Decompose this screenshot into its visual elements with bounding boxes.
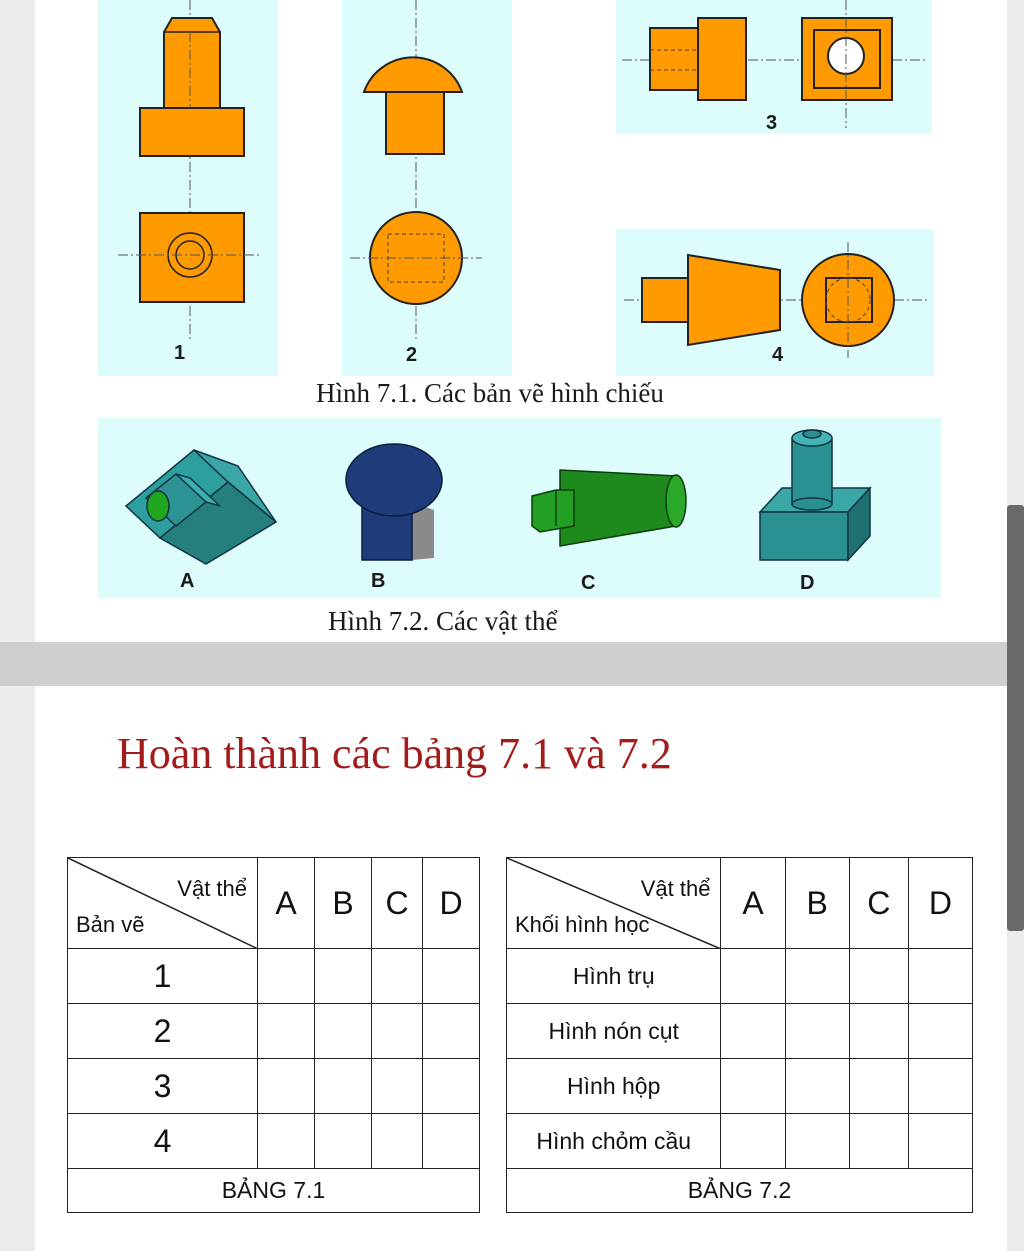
table-cell[interactable] <box>423 1114 480 1169</box>
table-row <box>507 1004 973 1059</box>
table-cell[interactable] <box>721 1114 785 1169</box>
table-cell[interactable] <box>258 949 315 1004</box>
table-7-2-row-label: Hình hộp <box>507 1059 721 1114</box>
table-cell[interactable] <box>908 1004 972 1059</box>
drawing-3-front-small <box>650 28 698 90</box>
table-row <box>507 949 973 1004</box>
table-row <box>68 1004 480 1059</box>
table-row <box>68 1059 480 1114</box>
table-cell[interactable] <box>785 1004 849 1059</box>
drawing-4-front-cone <box>688 255 780 345</box>
table-cell[interactable] <box>849 1059 908 1114</box>
drawing-label-3: 3 <box>766 112 778 134</box>
page-heading: Hoàn thành các bảng 7.1 và 7.2 <box>117 729 672 778</box>
table-7-1-corner-top: Vật thể <box>177 876 247 901</box>
slide-gap <box>0 642 1024 686</box>
table-cell[interactable] <box>258 1004 315 1059</box>
table-cell[interactable] <box>721 949 785 1004</box>
table-row <box>507 1114 973 1169</box>
table-cell[interactable] <box>315 1059 372 1114</box>
table-cell[interactable] <box>785 1114 849 1169</box>
table-7-1-row-label: 3 <box>68 1059 258 1114</box>
projection-drawings <box>0 0 1024 420</box>
table-cell[interactable] <box>908 1059 972 1114</box>
drawing-label-2: 2 <box>406 344 418 366</box>
table-cell[interactable] <box>423 1004 480 1059</box>
table-7-1-row-label: 1 <box>68 949 258 1004</box>
table-cell[interactable] <box>372 1114 423 1169</box>
object-label-c: C <box>581 572 596 594</box>
object-label-a: A <box>180 570 195 592</box>
table-7-1-col-c: C <box>372 858 423 949</box>
table-7-2-row-label: Hình chỏm cầu <box>507 1114 721 1169</box>
table-7-1 <box>67 857 480 1213</box>
table-row <box>68 1114 480 1169</box>
table-cell[interactable] <box>315 1004 372 1059</box>
table-7-1-footer: BẢNG 7.1 <box>68 1169 480 1213</box>
table-row <box>68 949 480 1004</box>
table-7-2-row-label: Hình trụ <box>507 949 721 1004</box>
table-cell[interactable] <box>849 1114 908 1169</box>
table-row <box>507 1059 973 1114</box>
panel-drawing-2 <box>342 0 512 376</box>
drawing-label-4: 4 <box>772 344 784 366</box>
table-7-2-corner-top: Vật thể <box>640 876 711 901</box>
table-7-1-row-label: 2 <box>68 1004 258 1059</box>
table-7-2 <box>506 857 973 1213</box>
table-cell[interactable] <box>908 1114 972 1169</box>
table-7-2-col-a: A <box>721 858 785 949</box>
table-7-2-row-label: Hình nón cụt <box>507 1004 721 1059</box>
table-cell[interactable] <box>315 949 372 1004</box>
table-cell[interactable] <box>721 1059 785 1114</box>
drawing-1-top-view <box>140 213 244 302</box>
drawing-2-front-shank <box>386 92 444 154</box>
drawing-1-front-base <box>140 108 244 156</box>
table-7-2-col-d: D <box>908 858 972 949</box>
table-7-1-corner-bottom: Bản vẽ <box>76 912 145 937</box>
table-cell[interactable] <box>785 949 849 1004</box>
table-7-1-col-a: A <box>258 858 315 949</box>
table-cell[interactable] <box>372 1059 423 1114</box>
table-cell[interactable] <box>258 1059 315 1114</box>
drawing-label-1: 1 <box>174 342 186 364</box>
table-7-2-col-c: C <box>849 858 908 949</box>
figure-7-2-caption: Hình 7.2. Các vật thể <box>328 606 558 636</box>
table-7-2-footer: BẢNG 7.2 <box>507 1169 973 1213</box>
table-cell[interactable] <box>372 1004 423 1059</box>
table-cell[interactable] <box>908 949 972 1004</box>
object-label-d: D <box>800 572 815 594</box>
table-cell[interactable] <box>849 1004 908 1059</box>
table-cell[interactable] <box>785 1059 849 1114</box>
drawing-3-front-large <box>698 18 746 100</box>
table-cell[interactable] <box>849 949 908 1004</box>
table-7-1-corner <box>68 858 258 949</box>
table-cell[interactable] <box>258 1114 315 1169</box>
table-7-1-col-d: D <box>423 858 480 949</box>
table-cell[interactable] <box>423 1059 480 1114</box>
object-label-b: B <box>371 570 386 592</box>
table-cell[interactable] <box>423 949 480 1004</box>
table-cell[interactable] <box>372 949 423 1004</box>
table-cell[interactable] <box>721 1004 785 1059</box>
drawing-4-front-pin <box>642 278 688 322</box>
table-7-2-corner <box>507 858 721 949</box>
figure-7-1-caption: Hình 7.1. Các bản vẽ hình chiếu <box>316 378 664 408</box>
table-cell[interactable] <box>315 1114 372 1169</box>
table-7-2-corner-bottom: Khối hình học <box>515 912 650 937</box>
object-illustrations <box>0 418 1024 600</box>
table-7-1-row-label: 4 <box>68 1114 258 1169</box>
table-7-2-col-b: B <box>785 858 849 949</box>
table-7-1-col-b: B <box>315 858 372 949</box>
